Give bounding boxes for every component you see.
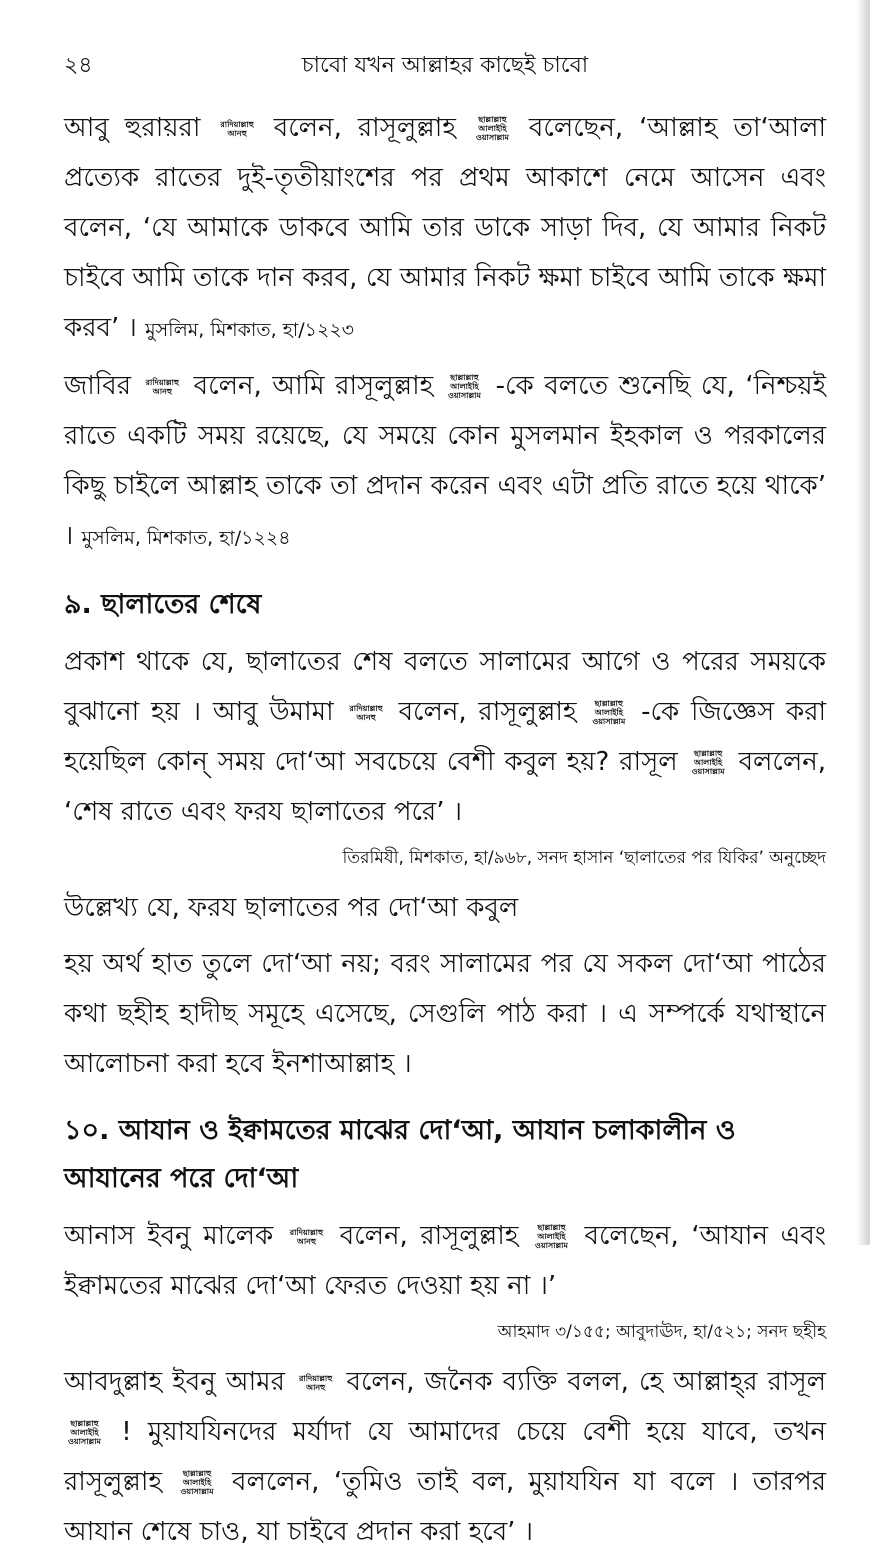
paragraph-text: আবু হুরায়রা: [64, 113, 201, 143]
paragraph-text: -কে জিজ্ঞেস করা হয়েছিল কোন্ সময় দো‘আ সবচেয়ে বেশী কবুল হয়? রাসূল: [64, 697, 827, 777]
radiyallahu-anhu-honorific: রাদিয়াল্লাহু আনহু: [289, 1227, 324, 1246]
paragraph-text: বললেন, ‘শেষ রাতে এবং ফরয ছালাতের পরে’ ।: [64, 747, 827, 827]
paragraph-text: বলেছেন, ‘আযান এবং ইক্বামতের মাঝের দো‘আ ফেরত দেওয়া হয় না ।’: [64, 1221, 826, 1301]
paragraph-text: বলেন, আমি রাসূলুল্লাহ: [193, 371, 434, 401]
running-title: চাবো যখন আল্লাহর কাছেই চাবো: [301, 53, 589, 78]
paragraph-text: বলেছেন, ‘আল্লাহ তা‘আলা প্রত্যেক রাতের দুই-তৃতীয়াংশের পর প্রথম আকাশে নেমে আসেন এবং বলেন, ‘যে আমাকে ডাকবে আমি তার ডাকে সাড়া দিব, যে আমার নিকট চাইবে আমি তাকে দান করব, যে আমার নিকট ক্ষমা চাইবে আমি তাকে ক্ষমা করব’ ।: [64, 113, 827, 343]
hadith-paragraph-abu-hurayra: [64, 103, 826, 355]
radiyallahu-anhu-honorific: রাদিয়াল্লাহু আনহু: [349, 703, 383, 722]
sallallahu-alayhi-wasallam-honorific: ছাল্লাল্লাহু আলাইহি ওয়াসাল্লাম: [592, 699, 626, 726]
citation: আহমাদ ৩/১৫৫; আবুদাঊদ, হা/৫২১; সনদ ছহীহ: [497, 1322, 826, 1342]
radiyallahu-anhu-honorific: রাদিয়াল্লাহু আনহু: [145, 377, 180, 396]
paragraph-text: বলেন, জনৈক ব্যক্তি বলল, হে আল্লাহ্‌র রাসূল: [346, 1367, 827, 1397]
paragraph-text: আবদুল্লাহ ইবনু আমর: [64, 1367, 285, 1397]
paragraph-text: ! মুয়াযযিনদের মর্যাদা যে আমাদের চেয়ে বেশী হয়ে যাবে, তখন রাসূলুল্লাহ: [64, 1417, 826, 1497]
page-number: ২৪: [64, 53, 93, 78]
section-10-paragraph-anas: [64, 1211, 826, 1311]
sallallahu-alayhi-wasallam-honorific: ছাল্লাল্লাহু আলাইহি ওয়াসাল্লাম: [180, 1469, 214, 1496]
citation: তিরমিযী, মিশকাত, হা/৯৬৮, সনদ হাসান ‘ছালাতের পর যিকির’ অনুচ্ছেদ: [342, 848, 826, 868]
paragraph-text: আনাস ইবনু মালেক: [64, 1221, 274, 1251]
paragraph-text: বলেন, রাসূলুল্লাহ: [339, 1221, 519, 1251]
paragraph-text: বললেন, ‘তুমিও তাই বল, মুয়াযযিন যা বলে । তারপর আযান শেষে চাও, যা চাইবে প্রদান করা হবে’ ।: [64, 1467, 827, 1547]
paragraph-text: প্রকাশ থাকে যে, ছালাতের শেষ বলতে সালামের আগে ও পরের সময়কে বুঝানো হয় । আবু উমামা: [64, 647, 826, 727]
radiyallahu-anhu-honorific: রাদিয়াল্লাহু আনহু: [299, 1373, 333, 1392]
section-10-paragraph-abdullah: [64, 1357, 826, 1557]
paragraph-text: -কে বলতে শুনেছি যে, ‘নিশ্চয়ই রাতে একটি সময় রয়েছে, যে সময়ে কোন মুসলমান ইহকাল ও পরকালের কিছু চাইলে আল্লাহ তাকে তা প্রদান করেন এবং এটা প্রতি রাতে হয়ে থাকে’ ।: [64, 371, 827, 551]
section-heading-9: ৯. ছালাতের শেষে: [64, 589, 262, 620]
paragraph-text: জাবির: [64, 371, 132, 401]
section-9-paragraph-2: হয় অর্থ হাত তুলে দো‘আ নয়; বরং সালামের পর যে সকল দো‘আ পাঠের কথা ছহীহ হাদীছ সমূহে এসেছে, সেগুলি পাঠ করা । এ সম্পর্কে যথাস্থানে আলোচনা করা হবে ইনশাআল্লাহ ।: [64, 949, 826, 1079]
section-heading-10: ১০. আযান ও ইক্বামতের মাঝের দো‘আ, আযান চলাকালীন ও আযানের পরে দো‘আ: [64, 1115, 736, 1194]
hadith-paragraph-jabir: [64, 361, 826, 563]
sallallahu-alayhi-wasallam-honorific: ছাল্লাল্লাহু আলাইহি ওয়াসাল্লাম: [534, 1223, 568, 1250]
sallallahu-alayhi-wasallam-honorific: ছাল্লাল্লাহু আলাইহি ওয়াসাল্লাম: [447, 373, 481, 400]
sallallahu-alayhi-wasallam-honorific: ছাল্লাল্লাহু আলাইহি ওয়াসাল্লাম: [68, 1419, 101, 1446]
paragraph-text: বলেন, রাসূলুল্লাহ: [273, 113, 456, 143]
sallallahu-alayhi-wasallam-honorific: ছাল্লাল্লাহু আলাইহি ওয়াসাল্লাম: [691, 749, 725, 776]
section-9-note: উল্লেখ্য যে, ফরয ছালাতের পর দো‘আ কবুল: [64, 893, 519, 923]
page-header: [64, 48, 826, 85]
sallallahu-alayhi-wasallam-honorific: ছাল্লাল্লাহু আলাইহি ওয়াসাল্লাম: [475, 115, 509, 142]
section-9-paragraph: [64, 637, 826, 837]
citation: মুসলিম, মিশকাত, হা/১২২৪: [81, 527, 291, 549]
citation: মুসলিম, মিশকাত, হা/১২২৩: [145, 319, 355, 341]
paragraph-text: বলেন, রাসূলুল্লাহ: [398, 697, 577, 727]
page-edge-shadow: [856, 0, 870, 1245]
radiyallahu-anhu-honorific: রাদিয়াল্লাহু আনহু: [220, 119, 254, 138]
